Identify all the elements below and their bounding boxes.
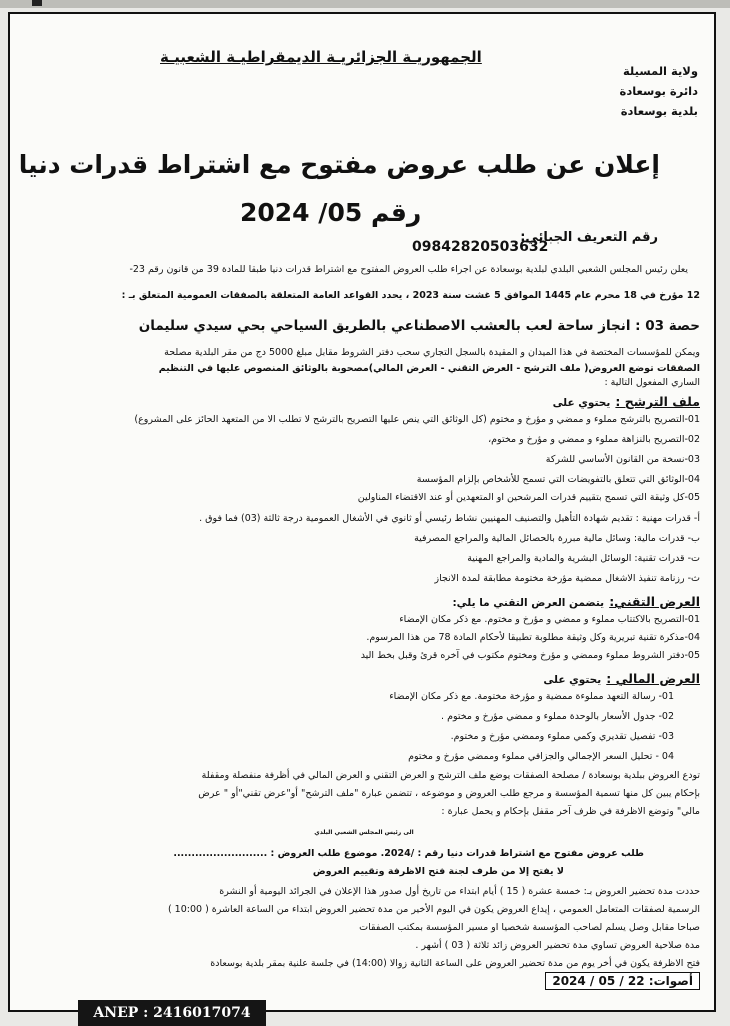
candidature-item-4: 04-الوثائق التي تتعلق بالتفويضات التي تسمح للأشخاص بإلزام المؤسسة (416, 474, 700, 485)
deposit-reference: طلب عروض مفتوح مع اشتراط قدرات دنيا رقم : /2024. موضوع طلب العروض : .......................... (173, 848, 644, 859)
capacity-technical: ت- قدرات تقنية: الوسائل البشرية والمادية والمراجع المهنية (467, 553, 700, 564)
works-schedule: ث- رزنامة تنفيذ الاشغال ممضية مؤرخة مختومة مطابقة لمدة الانجاز (434, 573, 700, 584)
candidature-heading-tail: يحتوي على (552, 397, 611, 409)
closing-line-5: فتح الاظرفة يكون في أخر يوم من مدة تحضير العروض على الساعة الثانية زوالا (14:00) في جلسة علنية بمقر بلدية بوسعادة (210, 958, 700, 969)
candidature-item-3: 03-نسخة من القانون الأساسي للشركة (545, 454, 700, 465)
closing-line-3: صباحا مقابل وصل يسلم لصاحب المؤسسة شخصيا او مسير المؤسسة بمكتب الصفقات (359, 922, 700, 933)
anep-reference: ANEP : 2416017074 (78, 1000, 266, 1026)
announcement-page (8, 12, 716, 1012)
candidature-heading-title: ملف الترشح : (615, 394, 700, 409)
financial-heading (543, 668, 700, 687)
intro-para-3: الساري المفعول التالية : (604, 377, 700, 388)
closing-line-2: الرسمية لصفقات المتعامل العمومي ، إيداع العروض يكون في اليوم الأخير من مدة تحضير العروض ابتداء من الساعة العاشرة ( 10:00 ) (167, 904, 700, 915)
deposit-addressee: الى رئيس المجلس الشعبي البلدي (314, 829, 414, 836)
daira-label: دائرة بوسعادة (619, 84, 698, 98)
technical-heading-tail: يتضمن العرض التقني ما يلي: (452, 597, 605, 609)
technical-item-1: 01-التصريح بالاكتتاب مملوء و ممضي و مؤرخ و مختوم. مع ذكر مكان الإمضاء (399, 614, 700, 625)
deposit-line-2: بإحكام يبين كل منها تسمية المؤسسة و مرجع طلب العروض و موضوعه ، تتضمن عبارة "ملف الترشح" أو"عرض تقني"أو " عرض (198, 788, 700, 799)
publication-date: 2024 / 05 / 22 :أصوات (545, 972, 700, 990)
financial-item-3: 03- تفصيل تقديري وكمي مملوء وممضي مؤرخ و مختوم. (450, 731, 674, 742)
closing-line-4: مدة صلاحية العروض تساوي مدة تحضير العروض زائد ثلاثة ( 03 ) أشهر . (415, 940, 700, 951)
fiscal-number: 09842820503632 (412, 239, 549, 255)
technical-item-3: 05-دفتر الشروط مملوء وممضي و مؤرخ ومختوم مكتوب في آخره قرئ وقبل بخط اليد (360, 650, 700, 661)
financial-heading-title: العرض المالي : (606, 671, 700, 686)
candidature-item-2: 02-التصريح بالنزاهة مملوء و ممضي و مؤرخ و مختوم، (488, 434, 700, 445)
announcement-title: إعلان عن طلب عروض مفتوح مع اشتراط قدرات دنيا (18, 150, 660, 179)
intro-line-1: يعلن رئيس المجلس الشعبي البلدي لبلدية بوسعادة عن اجراء طلب العروض المفتوح مع اشتراط قدرات دنيا طبقا للمادة 39 من قانون رقم 23- (129, 264, 688, 275)
financial-item-4: 04 - تحليل السعر الإجمالي والجزافي مملوء وممضي مؤرخ و مختوم (408, 751, 674, 762)
financial-item-2: 02- جدول الأسعار بالوحدة مملوء و ممضي مؤرخ و مختوم . (441, 711, 674, 722)
financial-item-1: 01- رسالة التعهد مملوءة ممضية و مؤرخة مختومة. مع ذكر مكان الإمضاء (389, 691, 674, 702)
technical-heading (452, 591, 700, 610)
scan-mark (32, 0, 42, 6)
technical-heading-title: العرض التقني: (609, 594, 700, 609)
baladiya-label: بلدية بوسعادة (620, 104, 698, 118)
deposit-line-3: مالي" وتوضع الاظرفة في ظرف آخر مقفل بإحكام و يحمل عبارة : (441, 806, 700, 817)
capacity-financial: ب- قدرات مالية: وسائل مالية مبررة بالحصائل المالية والمراجع المصرفية (414, 533, 700, 544)
closing-line-1: حددت مدة تحضير العروض بـ: خمسة عشرة ( 15 ) أيام ابتداء من تاريخ أول صدور هذا الإعلان في الجرائد اليومية أو النشرة (219, 886, 700, 897)
intro-para-2: الصفقات توضع العروض( ملف الترشح - العرض التقني - العرض المالي)مصحوبة بالوثائق المنصوص عليها في التنظيم (158, 363, 700, 374)
capacity-professional: أ- قدرات مهنية : تقديم شهادة التأهيل والتصنيف المهنيين نشاط رئيسي أو ثانوي في الأشغال العمومية درجة ثالثة (03) فما فوق . (199, 513, 700, 524)
deposit-no-open: لا يفتح إلا من طرف لجنة فتح الاظرفة وتقييم العروض (312, 866, 564, 877)
lot-title: حصة 03 : انجاز ساحة لعب بالعشب الاصطناعي بالطريق السياحي بحي سيدي سليمان (138, 318, 700, 334)
wilaya-label: ولاية المسيلة (622, 64, 698, 78)
financial-heading-tail: يحتوي على (543, 674, 602, 686)
candidature-item-5: 05-كل وثيقة التي تسمح بتقييم قدرات المرشحين او المتعهدين أو عند الاقتضاء المناولين (357, 492, 700, 503)
candidature-heading (553, 391, 700, 410)
republic-header: الجمهوريـة الجزائريـة الديمقراطيـة الشعبيـة (160, 48, 482, 66)
technical-item-2: 04-مذكرة تقنية تبريرية وكل وثيقة مطلوبة تطبيقا لأحكام المادة 78 من هذا المرسوم. (366, 632, 700, 643)
intro-line-2: 12 مؤرخ في 18 محرم عام 1445 الموافق 5 غشت سنة 2023 ، يحدد القواعد العامة المتعلقة بالصفقات العمومية المتعلق بـ : (121, 290, 700, 301)
intro-para-1: ويمكن للمؤسسات المختصة في هذا الميدان و المقيدة بالسجل التجاري سحب دفتر الشروط مقابل مبلغ 5000 دج من مقر البلدية مصلحة (164, 347, 700, 358)
fiscal-label: رقم التعريف الجبائي: (520, 230, 658, 245)
announcement-number: رقم 05/ 2024 (240, 198, 422, 227)
deposit-line-1: تودع العروض ببلدية بوسعادة / مصلحة الصفقات يوضع ملف الترشح و العرض التقني و العرض المالي في أظرفة منفصلة ومقفلة (201, 770, 700, 781)
candidature-item-1: 01-التصريح بالترشح مملوء و ممضي و مؤرخ و مختوم (كل الوثائق التي ينص عليها التصريح بالترشح لا تطلب الا من المتعهد الحائز على المشروع) (134, 414, 700, 425)
scan-edge (0, 0, 730, 8)
